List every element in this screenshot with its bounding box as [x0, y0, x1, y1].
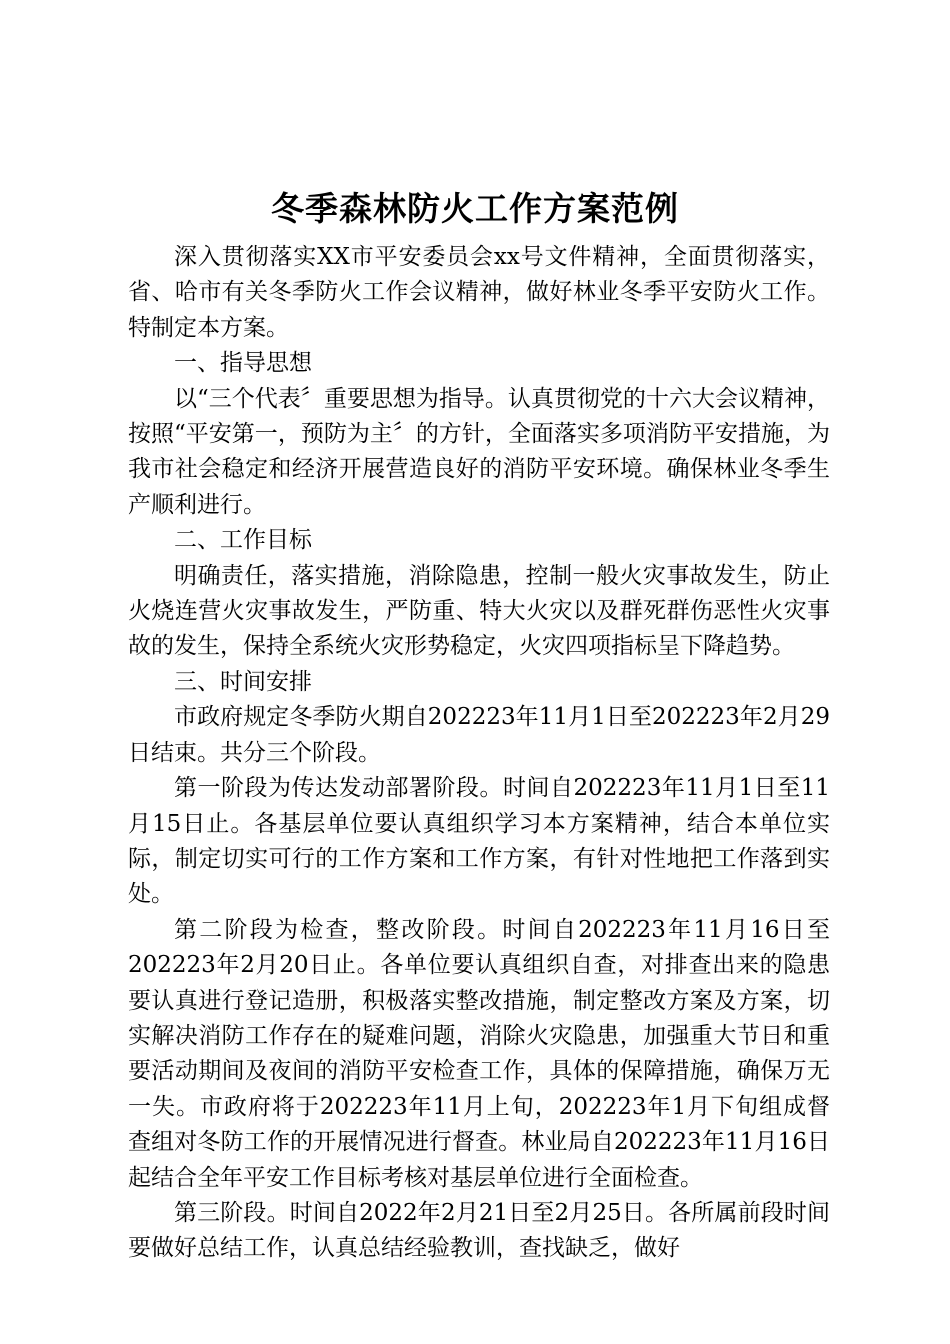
intro-paragraph: 深入贯彻落实XX市平安委员会xx号文件精神，全面贯彻落实，省、哈市有关冬季防火工作会议精神，做好林业冬季平安防火工作。特制定本方案。: [128, 244, 830, 341]
section-heading-schedule: 三、时间安排: [174, 668, 312, 695]
document-body: [128, 240, 830, 1267]
phase-two-paragraph: 第二阶段为检查，整改阶段。时间自202223年11月16日至202223年2月20日止。各单位要认真组织自查，对排查出来的隐患要认真进行登记造册，积极落实整改措施，制定整改方案及方案，切实解决消防工作存在的疑难问题，消除火灾隐患，加强重大节日和重要活动期间及夜间的消防平安检查工作，具体的保障措施，确保万无一失。市政府将于202223年11月上旬，202223年1月下旬组成督查组对冬防工作的开展情况进行督查。林业局自202223年11月16日起结合全年平安工作目标考核对基层单位进行全面检查。: [128, 916, 830, 1191]
phase-three-paragraph: 第三阶段。时间自2022年2月21日至2月25日。各所属前段时间要做好总结工作，认真总结经验教训，查找缺乏，做好: [128, 1199, 830, 1262]
document-title: 冬季森林防火工作方案范例: [271, 189, 679, 228]
section-heading-guiding-thought: 一、指导思想: [174, 350, 312, 377]
schedule-paragraph: 市政府规定冬季防火期自202223年11月1日至202223年2月29日结束。共分三个阶段。: [128, 704, 830, 766]
section-heading-work-goals: 二、工作目标: [174, 527, 312, 554]
phase-one-paragraph: 第一阶段为传达发动部署阶段。时间自202223年11月1日至11月15日止。各基层单位要认真组织学习本方案精神，结合本单位实际，制定切实可行的工作方案和工作方案，有针对性地把工作落到实处。: [128, 775, 830, 908]
work-goals-paragraph: 明确责任，落实措施，消除隐患，控制一般火灾事故发生，防止火烧连营火灾事故发生，严防重、特大火灾以及群死群伤恶性火灾事故的发生，保持全系统火灾形势稳定，火灾四项指标呈下降趋势。: [128, 562, 830, 660]
guiding-thought-paragraph: 以“三个代表〞重要思想为指导。认真贯彻党的十六大会议精神，按照“平安第一，预防为主〞的方针，全面落实多项消防平安措施，为我市社会稳定和经济开展营造良好的消防平安环境。确保林业冬季生产顺利进行。: [128, 385, 830, 518]
